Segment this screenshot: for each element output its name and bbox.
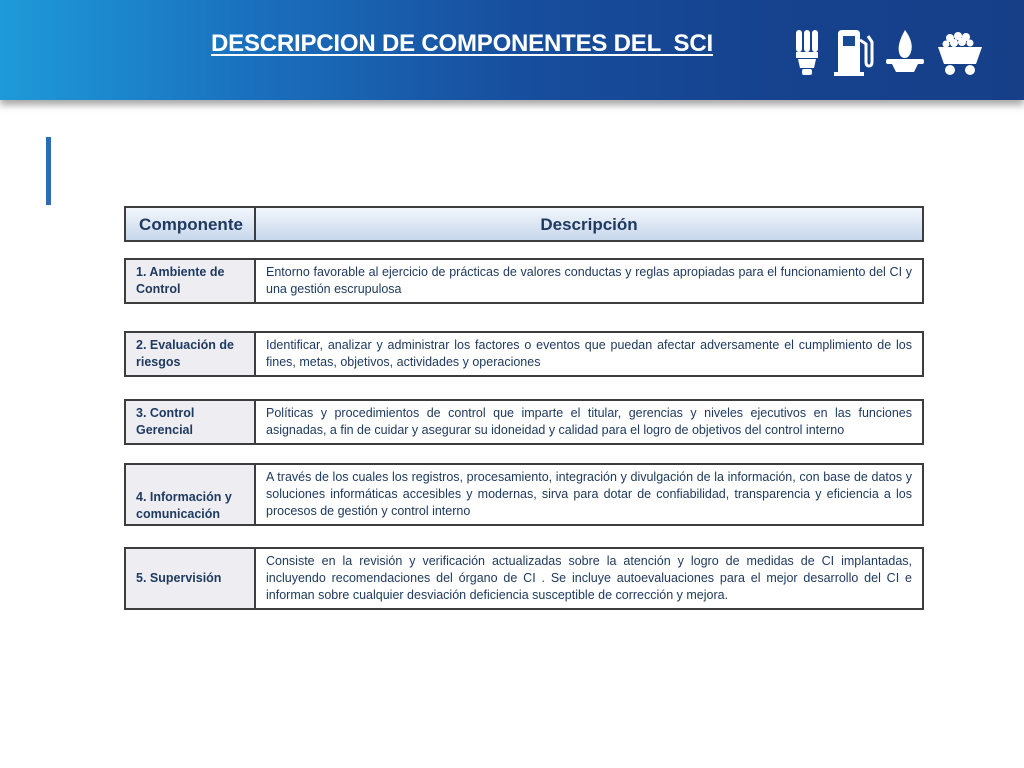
description-cell — [256, 549, 922, 608]
table-row — [124, 463, 924, 526]
slide-title: DESCRIPCION DE COMPONENTES DEL SCI — [211, 30, 713, 57]
table-header-row — [124, 206, 924, 242]
component-label: 4. Información y comunicación — [136, 489, 232, 521]
component-label: 3. Control Gerencial — [136, 406, 195, 437]
description-cell — [256, 465, 922, 524]
description-text: Identificar, analizar y administrar los factores o eventos que puedan afectar adversamente el cumplimiento de los fines, metas, objetivos, actividades y operaciones — [266, 338, 912, 369]
table-row — [124, 399, 924, 445]
table-row — [124, 331, 924, 377]
component-cell — [126, 260, 256, 302]
gas-flame-icon — [884, 28, 926, 78]
fuel-pump-icon — [834, 28, 874, 78]
mining-cart-icon — [936, 28, 984, 78]
description-text: Consiste en la revisión y verificación actualizadas sobre la atención y logro de medidas de CI implantadas, incluyendo recomendaciones del órgano de CI . Se incluye autoevaluaciones para el mejor desarrollo del CI e informan sobre cualquier desviación deficiencia susceptible de corrección y mejora. — [266, 554, 912, 602]
description-text: A través de los cuales los registros, procesamiento, integración y divulgación de la información, con base de datos y soluciones informáticas accesibles y modernas, sirva para dotar de confiabilidad, transparencia y eficiencia a los procesos de gestión y control interno — [266, 470, 912, 518]
table-row — [124, 258, 924, 304]
component-cell — [126, 549, 256, 608]
component-label: 1. Ambiente de Control — [136, 265, 225, 296]
header-icon-group — [788, 28, 988, 78]
header-cell-component: Componente — [126, 208, 256, 240]
component-cell — [126, 333, 256, 375]
slide-header — [0, 0, 1024, 100]
table-row — [124, 547, 924, 610]
component-cell — [126, 401, 256, 443]
light-bulb-icon — [794, 28, 820, 78]
description-text: Políticas y procedimientos de control que imparte el titular, gerencias y niveles ejecutivos en las funciones asignadas, a fin de cuidar y asegurar su idoneidad y calidad para el logro de objetivos del control interno — [266, 406, 912, 437]
header-cell-description: Descripción — [256, 208, 922, 240]
accent-bar — [46, 137, 51, 205]
description-cell — [256, 333, 922, 375]
component-label: 2. Evaluación de riesgos — [136, 338, 234, 369]
component-label: 5. Supervisión — [136, 571, 222, 585]
description-cell — [256, 260, 922, 302]
description-text: Entorno favorable al ejercicio de prácticas de valores conductas y reglas apropiadas para el funcionamiento del CI y una gestión escrupulosa — [266, 265, 912, 296]
description-cell — [256, 401, 922, 443]
component-cell — [126, 465, 256, 524]
